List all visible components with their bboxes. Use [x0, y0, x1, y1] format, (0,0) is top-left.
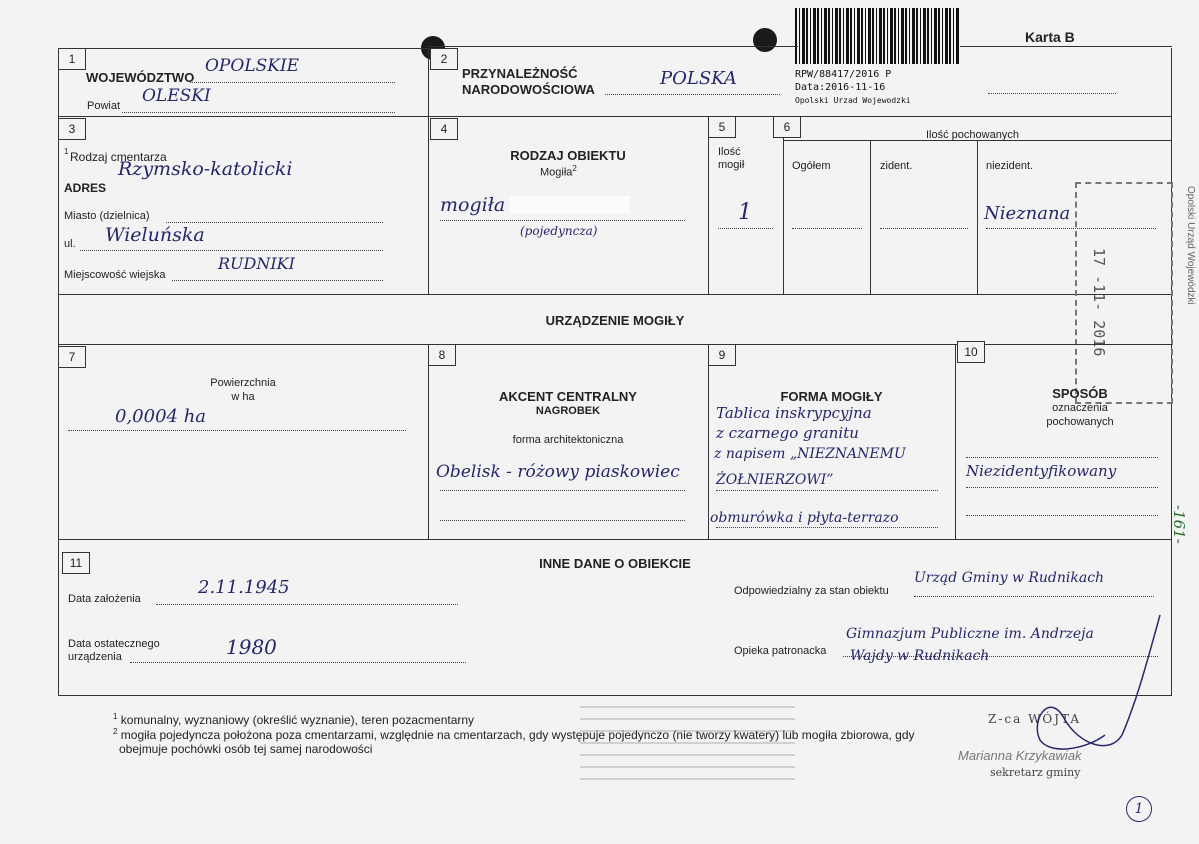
- odpowiedzialny-value: Urząd Gminy w Rudnikach: [914, 570, 1105, 586]
- mogila-label-text: Mogiła: [540, 166, 573, 179]
- akcent-centralny-title: AKCENT CENTRALNY: [499, 389, 637, 404]
- sposob-value: Niezidentyfikowany: [966, 462, 1117, 480]
- sposob-dots-3: [966, 515, 1158, 516]
- row2-divider-2: [708, 116, 709, 294]
- przynaleznosc-label-1: PRZYNALEŻNOŚĆ: [462, 66, 578, 81]
- footnote-1-mark: 1: [113, 712, 118, 721]
- przynaleznosc-value: POLSKA: [660, 68, 737, 89]
- miejscowosc-value: RUDNIKI: [218, 254, 295, 273]
- rodzaj-obiektu-value-2: (pojedyncza): [520, 224, 598, 238]
- forma-mogily-line-4: ŻOŁNIERZOWI”: [716, 472, 834, 488]
- signature-name: Marianna Krzykawiak: [958, 748, 1082, 763]
- data-zalozenia-dots: [156, 604, 458, 605]
- karta-label: Karta B: [1025, 29, 1075, 45]
- section-number-5: 5: [708, 116, 736, 138]
- section-number-4: 4: [430, 118, 458, 140]
- row2-divider-1: [428, 116, 429, 294]
- przynaleznosc-dots: [605, 94, 780, 95]
- page-number: 1: [1126, 796, 1152, 822]
- row3-top: [58, 344, 1172, 345]
- zident-dots: [880, 228, 968, 229]
- powierzchnia-label-2: w ha: [231, 391, 255, 403]
- sposob-subtitle-2: pochowanych: [1046, 416, 1114, 428]
- wojewodztwo-label: WOJEWÓDZTWO: [86, 70, 195, 85]
- section-number-8: 8: [428, 344, 456, 366]
- powiat-value: OLESKI: [142, 86, 211, 106]
- powierzchnia-dots: [68, 430, 406, 431]
- section-number-10: 10: [957, 341, 985, 363]
- forma-architektoniczna-label: forma architektoniczna: [512, 434, 624, 446]
- footnote-2-line-2: obejmuje pochówki osób tej samej narodowości: [119, 742, 373, 756]
- ogolem-label: Ogółem: [792, 160, 831, 172]
- zident-label: zident.: [880, 160, 913, 172]
- footnote-1-text: komunalny, wyznaniowy (określić wyznanie), teren pozacmentarny: [120, 713, 475, 727]
- sposob-title: SPOSÓB: [1052, 386, 1108, 401]
- niezident-value: Nieznana: [984, 203, 1071, 224]
- ogolem-dots: [792, 228, 862, 229]
- top-rule-3: [960, 46, 1172, 47]
- sposob-dots-2: [966, 487, 1158, 488]
- urzadzenie-mogily-title: URZĄDZENIE MOGIŁY: [545, 313, 685, 328]
- side-office-text: Opolski Urząd Wojewódzki: [1185, 186, 1196, 305]
- ul-value: Wieluńska: [105, 224, 205, 246]
- section-number-7: 7: [58, 346, 86, 368]
- footnote-1: [113, 712, 474, 727]
- redaction-mark: [510, 196, 630, 214]
- ilosc-mogil-label-2: mogił: [718, 159, 745, 171]
- powiat-label: Powiat: [87, 100, 121, 112]
- za-wojta-label: Z-ca WÓJTA: [988, 712, 1082, 726]
- wojewodztwo-value: OPOLSKIE: [205, 56, 300, 76]
- data-zalozenia-label: Data założenia: [68, 593, 141, 605]
- footnote-mark-1: 1: [64, 147, 69, 156]
- forma-mogily-title: FORMA MOGIŁY: [780, 389, 883, 404]
- row2-divider-5: [977, 140, 978, 294]
- row2-bottom: [58, 294, 1172, 295]
- received-stamp-date: 17 -11- 2016: [1090, 248, 1108, 357]
- forma-mogily-line-5: obmurówka i płyta-terrazo: [710, 510, 899, 526]
- faded-stamp: [580, 704, 795, 780]
- mogila-label: [540, 164, 577, 179]
- footnote-2-mark: 2: [113, 727, 118, 736]
- powierzchnia-label-1: Powierzchnia: [210, 377, 276, 389]
- inne-dane-title: INNE DANE O OBIEKCIE: [539, 556, 691, 571]
- section-number-9: 9: [708, 344, 736, 366]
- ilosc-mogil-value: 1: [738, 200, 752, 225]
- akcent-dots-1: [440, 490, 685, 491]
- ilosc-pochowanych-title: Ilość pochowanych: [926, 129, 1019, 141]
- forma-mogily-line-3: z napisem „NIEZNANEMU: [714, 446, 906, 462]
- section-number-2: 2: [430, 48, 458, 70]
- nagrobek-label: NAGROBEK: [535, 405, 601, 417]
- row3-divider-2: [708, 344, 709, 539]
- ilosc-mogil-label-1: Ilość: [718, 146, 741, 158]
- sposob-dots-1: [966, 457, 1158, 458]
- row1-divider: [428, 48, 429, 116]
- rodzaj-obiektu-title: RODZAJ OBIEKTU: [510, 148, 626, 163]
- miasto-label: Miasto (dzielnica): [64, 210, 150, 222]
- top-rule-2: [428, 46, 798, 47]
- rodzaj-obiektu-dots: [440, 220, 685, 221]
- powiat-dots: [122, 112, 395, 113]
- data-ostatecznego-dots: [130, 662, 466, 663]
- row3-bottom: [58, 539, 1172, 540]
- opieka-value-2: Wajdy w Rudnikach: [850, 648, 990, 664]
- mogila-footnote-mark: 2: [572, 164, 577, 173]
- rodzaj-cmentarza-value: Rzymsko-katolicki: [118, 158, 293, 180]
- akcent-value: Obelisk - różowy piaskowiec: [436, 462, 680, 482]
- powierzchnia-value: 0,0004 ha: [115, 406, 207, 427]
- row2-divider-4: [870, 140, 871, 294]
- adres-label: ADRES: [64, 181, 107, 195]
- section-number-6: 6: [773, 116, 801, 138]
- reg-office: Opolski Urzad Wojewodzki: [795, 96, 911, 105]
- odpowiedzialny-dots: [914, 596, 1154, 597]
- ul-dots: [80, 250, 383, 251]
- footnote-2-text: mogiła pojedyncza położona poza cmentarzami, względnie na cmentarzach, gdy występuje pojedynczo (nie tworzy kwatery) lub mogiła zbiorowa, gdy: [120, 728, 915, 742]
- rodzaj-obiektu-value: mogiła: [440, 194, 506, 216]
- rodzaj-cmentarza-label: Rodzaj cmentarza: [70, 150, 167, 164]
- ilosc-mogil-dots: [718, 228, 773, 229]
- miasto-dots: [166, 222, 383, 223]
- data-ostatecznego-label-2: urządzenia: [68, 651, 122, 663]
- niezident-label: niezident.: [986, 160, 1034, 172]
- signature-scribble: [1010, 610, 1170, 760]
- forma-dots-1: [716, 490, 938, 491]
- row2-divider-3: [783, 116, 784, 294]
- sposob-subtitle-1: oznaczenia: [1052, 402, 1108, 414]
- row1-bottom: [58, 116, 1172, 117]
- signature-role: sekretarz gminy: [990, 766, 1081, 779]
- opieka-patronacka-label: Opieka patronacka: [734, 645, 827, 657]
- przynaleznosc-label-2: NARODOWOŚCIOWA: [462, 82, 595, 97]
- miejscowosc-dots: [172, 280, 383, 281]
- row3-divider-3: [955, 344, 956, 539]
- section-number-1: 1: [58, 48, 86, 70]
- miejscowosc-label: Miejscowość wiejska: [64, 269, 166, 281]
- reg-date: Data:2016-11-16: [795, 82, 886, 93]
- forma-dots-2: [716, 527, 938, 528]
- odpowiedzialny-label: Odpowiedzialny za stan obiektu: [734, 585, 889, 597]
- data-ostatecznego-value: 1980: [226, 635, 277, 659]
- wojewodztwo-dots: [190, 82, 395, 83]
- section-number-3: 3: [58, 118, 86, 140]
- opieka-value-1: Gimnazjum Publiczne im. Andrzeja: [846, 626, 1094, 642]
- reg-number: RPW/88417/2016 P: [795, 69, 892, 80]
- form-frame: [58, 48, 1172, 696]
- forma-mogily-line-1: Tablica inskrypcyjna: [716, 404, 872, 422]
- data-ostatecznego-label-1: Data ostatecznego: [68, 638, 160, 650]
- forma-mogily-line-2: z czarnego granitu: [716, 424, 859, 442]
- top-rule: [58, 48, 428, 49]
- akcent-dots-2: [440, 520, 685, 521]
- data-zalozenia-value: 2.11.1945: [198, 577, 290, 598]
- side-page-number: -161-: [1170, 505, 1188, 544]
- ul-label: ul.: [64, 238, 76, 250]
- section-number-11: 11: [62, 552, 90, 574]
